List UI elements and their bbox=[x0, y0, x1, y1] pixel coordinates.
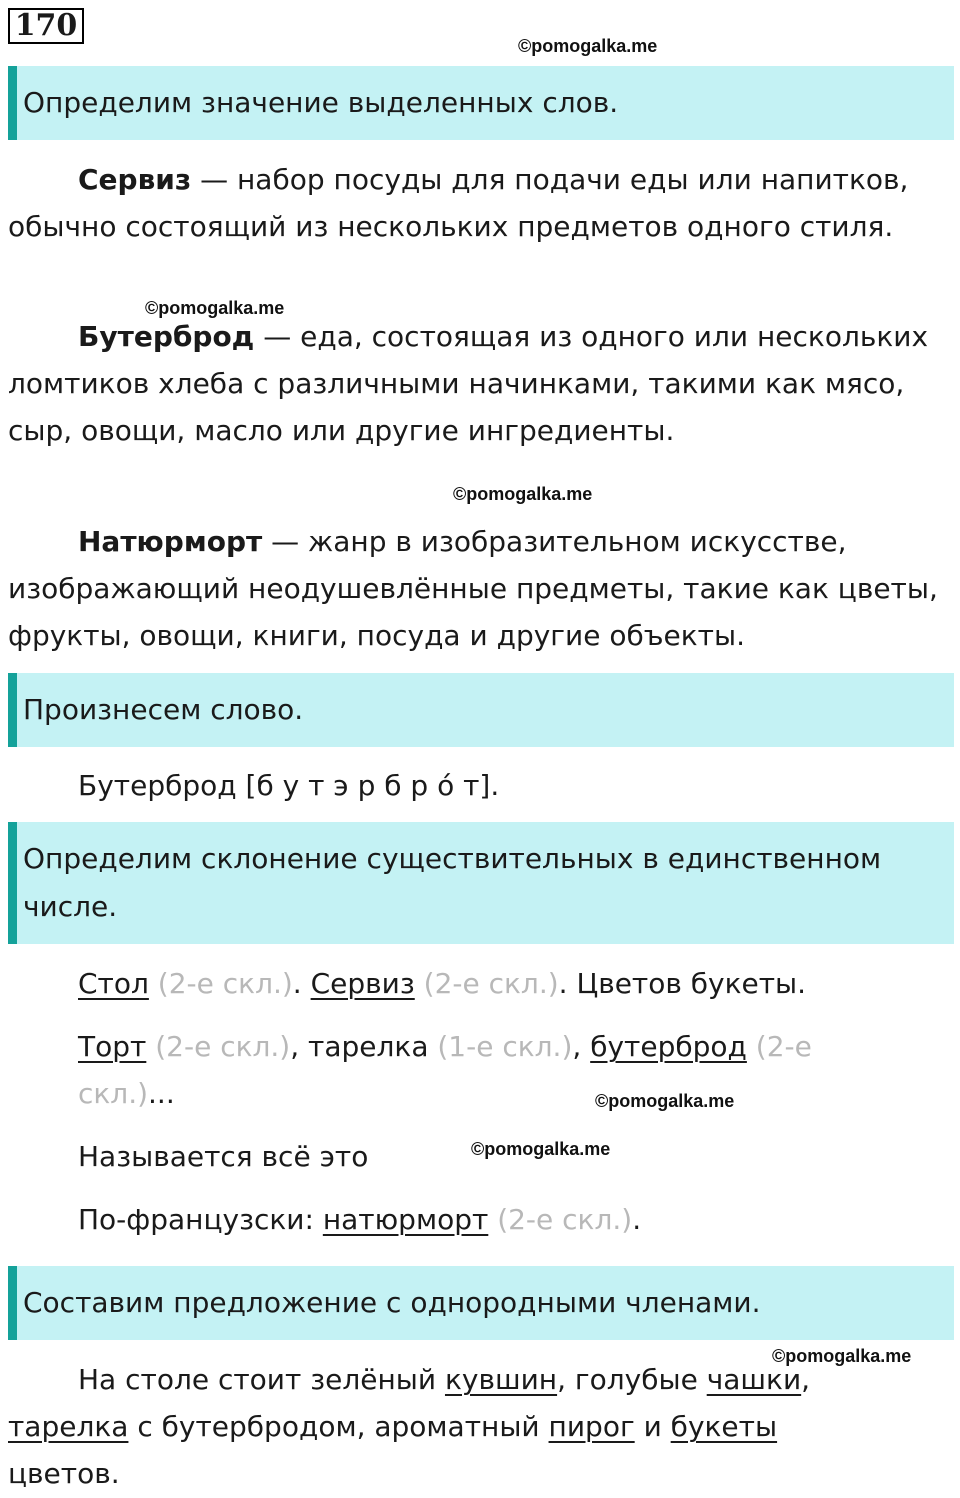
term: Бутерброд bbox=[78, 320, 255, 353]
noun: натюрморт bbox=[322, 1203, 489, 1236]
watermark: ©pomogalka.me bbox=[518, 36, 658, 56]
poem-line-3: Называется всё это bbox=[78, 1140, 369, 1173]
noun: Стол bbox=[78, 967, 149, 1000]
declension: (2-е скл.) bbox=[148, 967, 293, 1000]
text: , тарелка bbox=[290, 1030, 438, 1063]
noun: Торт bbox=[78, 1030, 147, 1063]
watermark: ©pomogalka.me bbox=[772, 1346, 912, 1366]
subject: кувшин bbox=[444, 1363, 558, 1396]
term: Сервиз bbox=[78, 163, 192, 196]
noun: бутерброд bbox=[590, 1030, 747, 1063]
text: , голубые bbox=[557, 1363, 707, 1396]
watermark: ©pomogalka.me bbox=[595, 1091, 735, 1111]
text: с бутербродом, ароматный bbox=[128, 1410, 549, 1443]
text: . Цветов букеты. bbox=[558, 967, 807, 1000]
transcription: Бутерброд [б у т э р б р ó т]. bbox=[78, 769, 500, 802]
term: Натюрморт bbox=[78, 525, 263, 558]
subject: пирог bbox=[548, 1410, 635, 1443]
exercise-number: 170 bbox=[8, 8, 84, 44]
definition-servis bbox=[8, 156, 954, 250]
watermark: ©pomogalka.me bbox=[471, 1139, 611, 1159]
definition-buterbrod bbox=[8, 313, 954, 454]
declension: (2-е bbox=[746, 1030, 812, 1063]
declension: (2-е скл.) bbox=[146, 1030, 291, 1063]
definition-text: — еда, состоящая из одного или нескольких ломтиков хлеба с различными начинками, такими как мясо, сыр, овощи, масло или другие ингредиенты. bbox=[8, 320, 929, 447]
text: . bbox=[292, 967, 311, 1000]
text: На столе стоит зелёный bbox=[78, 1363, 445, 1396]
subject: букеты bbox=[670, 1410, 778, 1443]
declension: (1-е скл.) bbox=[437, 1030, 573, 1063]
definition-natyurmort bbox=[8, 518, 954, 659]
declension: (2-е скл.) bbox=[414, 967, 559, 1000]
poem-line-4 bbox=[78, 1196, 641, 1243]
text: . bbox=[632, 1203, 642, 1236]
text: ... bbox=[148, 1077, 175, 1110]
poem-line-1 bbox=[78, 960, 806, 1007]
text: , bbox=[801, 1363, 811, 1396]
sentence-line-1 bbox=[78, 1356, 810, 1403]
subject: чашки bbox=[706, 1363, 802, 1396]
section-heading-meaning: Определим значение выделенных слов. bbox=[8, 66, 954, 140]
text: и bbox=[634, 1410, 671, 1443]
section-heading-pronounce: Произнесем слово. bbox=[8, 673, 954, 747]
declension: скл.) bbox=[78, 1077, 149, 1110]
sentence-line-2 bbox=[8, 1403, 777, 1450]
text: , bbox=[572, 1030, 591, 1063]
subject: тарелка bbox=[8, 1410, 129, 1443]
definition-text: — набор посуды для подачи еды или напитков, обычно состоящий из нескольких предметов одного стиля. bbox=[8, 163, 909, 243]
declension: (2-е скл.) bbox=[488, 1203, 633, 1236]
section-heading-declension: Определим склонение существительных в единственном числе. bbox=[8, 822, 954, 944]
sentence-line-3: цветов. bbox=[8, 1457, 120, 1490]
poem-line-2-cont bbox=[78, 1070, 175, 1117]
text: По-французски: bbox=[78, 1203, 323, 1236]
watermark: ©pomogalka.me bbox=[453, 484, 593, 504]
noun: Сервиз bbox=[310, 967, 415, 1000]
definition-text: — жанр в изобразительном искусстве, изображающий неодушевлённые предметы, такие как цветы, фрукты, овощи, книги, посуда и другие объекты. bbox=[8, 525, 938, 652]
poem-line-2 bbox=[78, 1023, 812, 1070]
section-heading-sentence: Составим предложение с однородными членами. bbox=[8, 1266, 954, 1340]
watermark: ©pomogalka.me bbox=[145, 298, 285, 318]
